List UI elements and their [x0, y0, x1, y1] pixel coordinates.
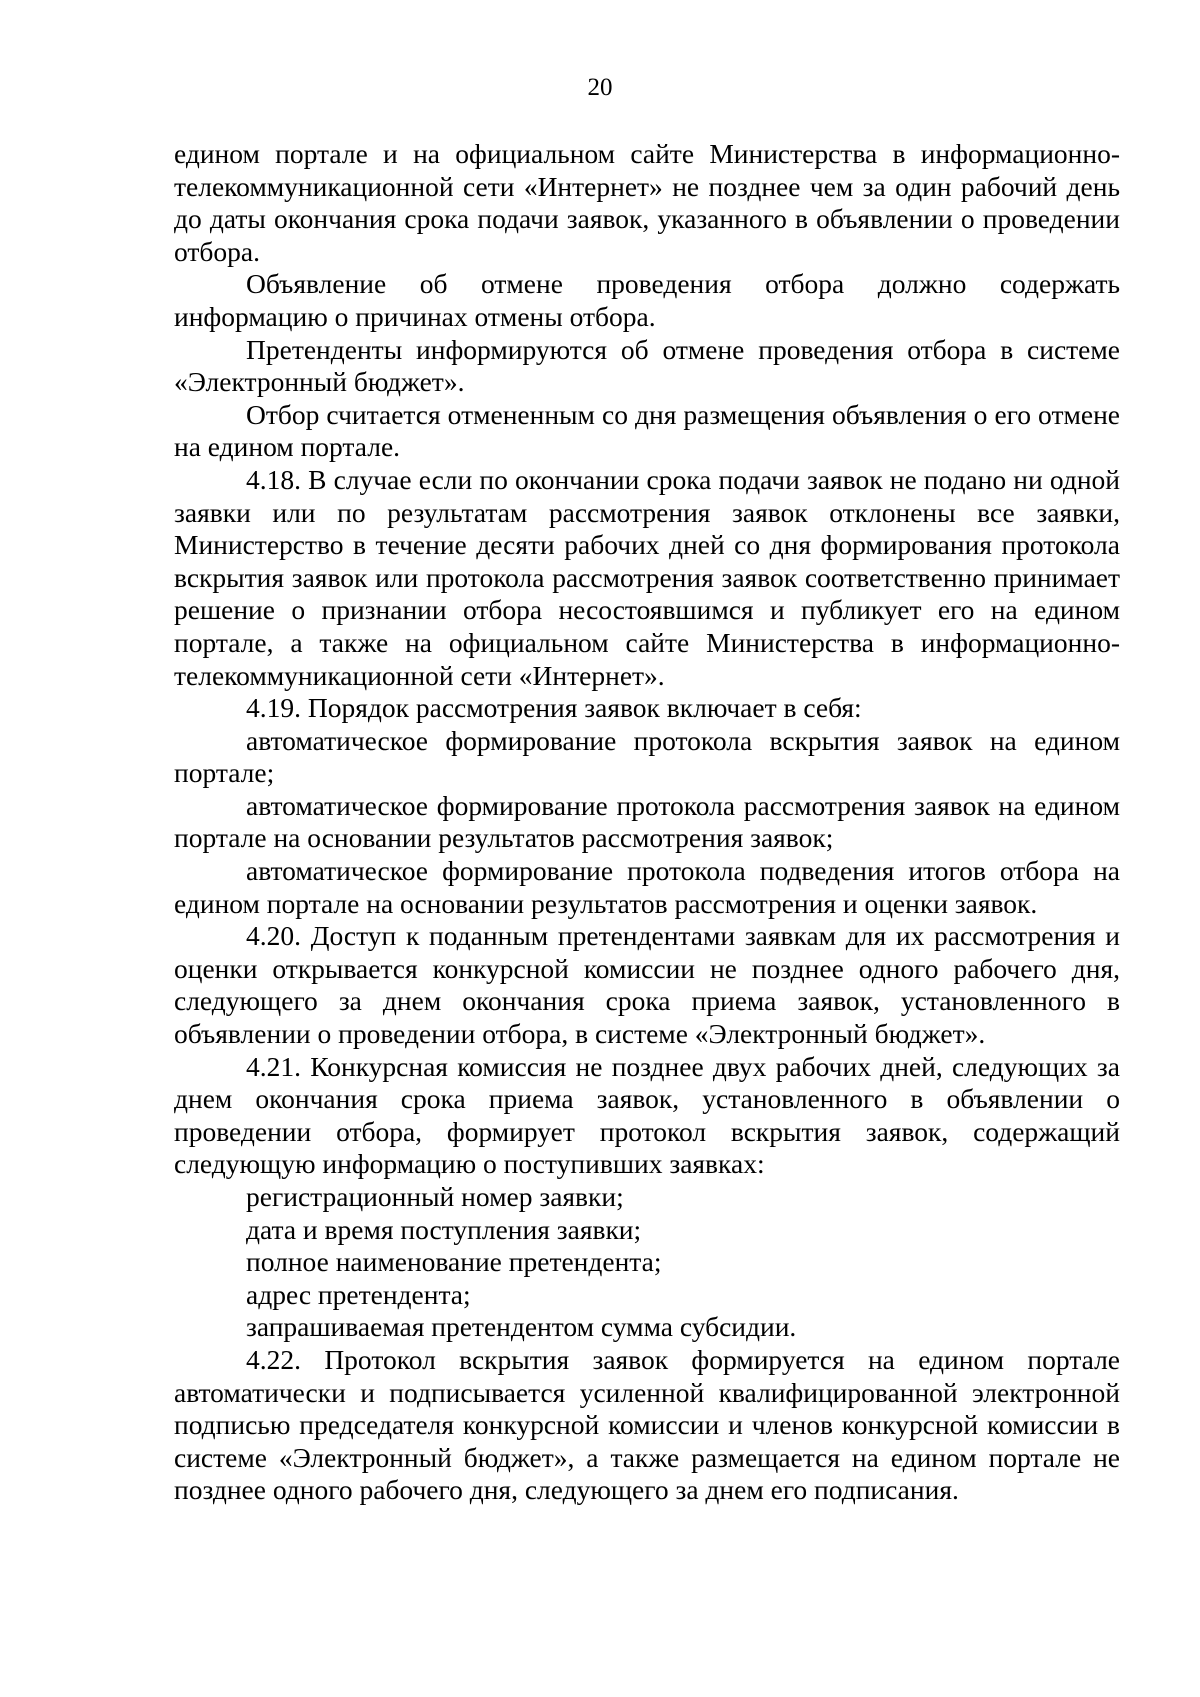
clause-4-18: 4.18. В случае если по окончании срока подачи заявок не подано ни одной заявки или по результатам рассмотрения заявок отклонены все заявки, Министерство в течение десяти рабочих дней со дня формирования протокола вскрытия заявок или протокола рассмотрения заявок соответственно принимает решение о признании отбора несостоявшимся и публикует его на едином портале, а также на официальном сайте Министерства в информационно-телекоммуникационной сети «Интернет».: [174, 463, 1120, 691]
paragraph-continuation: едином портале и на официальном сайте Министерства в информационно-телекоммуникационной сети «Интернет» не позднее чем за один рабочий день до даты окончания срока подачи заявок, указанного в объявлении о проведении отбора.: [174, 138, 1120, 267]
clause-4-20: 4.20. Доступ к поданным претендентами заявкам для их рассмотрения и оценки открывается конкурсной комиссии не позднее одного рабочего дня, следующего за днем окончания срока приема заявок, установленного в объявлении о проведении отбора, в системе «Электронный бюджет».: [174, 920, 1120, 1050]
clause-4-22: 4.22. Протокол вскрытия заявок формируется на едином портале автоматически и подписывается усиленной квалифицированной электронной подписью председателя конкурсной комиссии и членов конкурсной комиссии в системе «Электронный бюджет», а также размещается на едином портале не позднее одного рабочего дня, следующего за днем его подписания.: [174, 1343, 1120, 1506]
list-item-date-time: дата и время поступления заявки;: [246, 1213, 642, 1245]
clause-4-21: 4.21. Конкурсная комиссия не позднее двух рабочих дней, следующих за днем окончания срока приема заявок, установленного в объявлении о проведении отбора, формирует протокол вскрытия заявок, содержащий следующую информацию о поступивших заявках:: [174, 1050, 1120, 1180]
paragraph-selection-cancelled: Отбор считается отмененным со дня размещения объявления о его отмене на едином портале.: [174, 398, 1120, 463]
document-body: [174, 138, 1120, 1507]
list-item-subsidy-amount: запрашиваемая претендентом сумма субсидии.: [246, 1311, 797, 1343]
list-item-opening-protocol: автоматическое формирование протокола вскрытия заявок на едином портале;: [174, 724, 1120, 789]
page-number: 20: [587, 74, 613, 101]
list-item-applicant-address: адрес претендента;: [246, 1278, 471, 1310]
list-item-results-protocol: автоматическое формирование протокола подведения итогов отбора на едином портале на основании результатов рассмотрения и оценки заявок.: [174, 855, 1120, 919]
list-item-applicant-name: полное наименование претендента;: [246, 1246, 662, 1278]
paragraph-applicants-informed: Претенденты информируются об отмене проведения отбора в системе «Электронный бюджет».: [174, 333, 1120, 398]
list-item-registration-number: регистрационный номер заявки;: [246, 1181, 624, 1212]
list-item-review-protocol: автоматическое формирование протокола рассмотрения заявок на едином портале на основании результатов рассмотрения заявок;: [174, 789, 1120, 854]
paragraph-cancellation-notice: Объявление об отмене проведения отбора должно содержать информацию о причинах отмены отбора.: [174, 268, 1120, 332]
clause-4-19: 4.19. Порядок рассмотрения заявок включает в себя:: [246, 692, 862, 724]
